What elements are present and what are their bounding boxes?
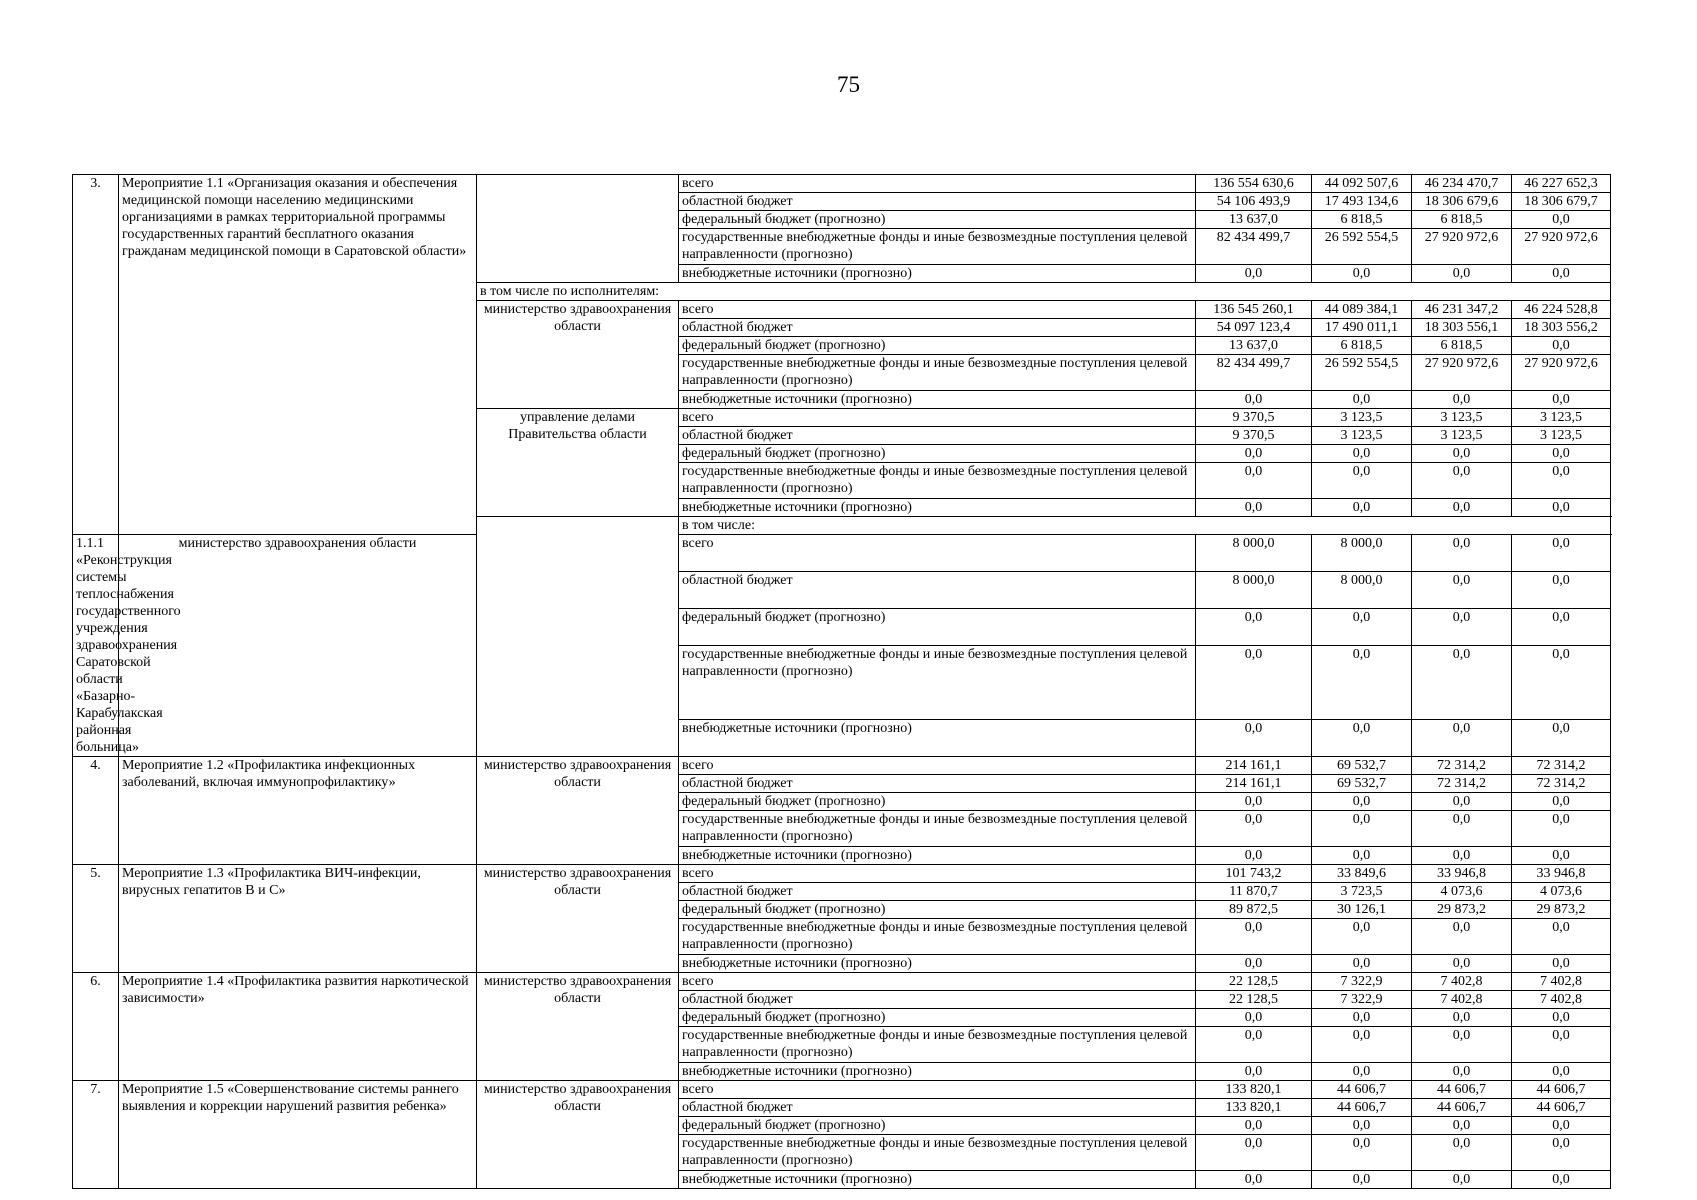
- source-label: внебюджетные источники (прогнозно): [679, 1171, 1196, 1189]
- value-cell: 7 402,8: [1412, 991, 1512, 1009]
- value-cell: 0,0: [1196, 499, 1312, 517]
- value-cell: 6 818,5: [1412, 211, 1512, 229]
- value-cell: 0,0: [1312, 847, 1412, 865]
- value-cell: 0,0: [1312, 391, 1412, 409]
- value-cell: 0,0: [1512, 1027, 1611, 1063]
- value-cell: 0,0: [1512, 793, 1611, 811]
- value-cell: 0,0: [1412, 1117, 1512, 1135]
- value-cell: 0,0: [1196, 463, 1312, 499]
- source-label: областной бюджет: [679, 193, 1196, 211]
- value-cell: 8 000,0: [1196, 535, 1312, 572]
- executor-name: министерство здравоохранения области: [477, 1081, 679, 1189]
- source-label: федеральный бюджет (прогнозно): [679, 1117, 1196, 1135]
- value-cell: 0,0: [1312, 1135, 1412, 1171]
- value-cell: 3 123,5: [1412, 427, 1512, 445]
- value-cell: 17 493 134,6: [1312, 193, 1412, 211]
- funding-table-body: [73, 175, 1611, 1189]
- executor-name: министерство здравоохранения области: [477, 865, 679, 973]
- source-label: областной бюджет: [679, 775, 1196, 793]
- value-cell: 0,0: [1196, 1171, 1312, 1189]
- value-cell: 0,0: [1512, 720, 1611, 757]
- value-cell: 0,0: [1196, 391, 1312, 409]
- value-cell: 27 920 972,6: [1412, 229, 1512, 265]
- value-cell: 69 532,7: [1312, 775, 1412, 793]
- value-cell: 0,0: [1312, 1009, 1412, 1027]
- value-cell: 0,0: [1512, 463, 1611, 499]
- value-cell: 0,0: [1312, 955, 1412, 973]
- source-label: внебюджетные источники (прогнозно): [679, 847, 1196, 865]
- source-label: всего: [679, 757, 1196, 775]
- value-cell: 0,0: [1412, 445, 1512, 463]
- value-cell: 0,0: [1512, 499, 1611, 517]
- value-cell: 214 161,1: [1196, 775, 1312, 793]
- value-cell: 7 322,9: [1312, 973, 1412, 991]
- value-cell: 0,0: [1412, 499, 1512, 517]
- value-cell: 82 434 499,7: [1196, 229, 1312, 265]
- source-label: внебюджетные источники (прогнозно): [679, 499, 1196, 517]
- value-cell: 27 920 972,6: [1512, 355, 1611, 391]
- value-cell: 3 123,5: [1512, 409, 1611, 427]
- source-label: внебюджетные источники (прогнозно): [679, 1063, 1196, 1081]
- source-label: государственные внебюджетные фонды и иные безвозмездные поступления целевой направленности (прогнозно): [679, 811, 1196, 847]
- source-label: областной бюджет: [679, 1099, 1196, 1117]
- executor-name: министерство здравоохранения области: [477, 757, 679, 865]
- value-cell: 0,0: [1412, 391, 1512, 409]
- source-label: федеральный бюджет (прогнозно): [679, 793, 1196, 811]
- value-cell: 0,0: [1412, 1135, 1512, 1171]
- value-cell: 0,0: [1312, 811, 1412, 847]
- value-cell: 0,0: [1312, 720, 1412, 757]
- value-cell: 33 849,6: [1312, 865, 1412, 883]
- value-cell: 0,0: [1312, 1171, 1412, 1189]
- value-cell: 0,0: [1196, 609, 1312, 646]
- value-cell: 44 606,7: [1512, 1099, 1611, 1117]
- value-cell: 0,0: [1512, 337, 1611, 355]
- value-cell: 44 606,7: [1412, 1081, 1512, 1099]
- value-cell: 44 092 507,6: [1312, 175, 1412, 193]
- source-label: всего: [679, 865, 1196, 883]
- source-label: всего: [679, 535, 1196, 572]
- value-cell: 26 592 554,5: [1312, 355, 1412, 391]
- value-cell: 33 946,8: [1412, 865, 1512, 883]
- value-cell: 3 123,5: [1512, 427, 1611, 445]
- value-cell: 8 000,0: [1196, 572, 1312, 609]
- value-cell: 0,0: [1196, 793, 1312, 811]
- value-cell: 13 637,0: [1196, 337, 1312, 355]
- value-cell: 0,0: [1412, 720, 1512, 757]
- item-number: 5.: [73, 865, 119, 973]
- value-cell: 0,0: [1412, 646, 1512, 720]
- value-cell: 44 606,7: [1312, 1081, 1412, 1099]
- source-label: всего: [679, 301, 1196, 319]
- source-label: государственные внебюджетные фонды и иные безвозмездные поступления целевой направленности (прогнозно): [679, 919, 1196, 955]
- value-cell: 0,0: [1412, 463, 1512, 499]
- value-cell: 0,0: [1512, 391, 1611, 409]
- value-cell: 44 089 384,1: [1312, 301, 1412, 319]
- source-label: государственные внебюджетные фонды и иные безвозмездные поступления целевой направленности (прогнозно): [679, 1027, 1196, 1063]
- table-row: [73, 973, 1611, 991]
- source-label: всего: [679, 973, 1196, 991]
- funding-table: [72, 174, 1611, 1189]
- table-row: [73, 865, 1611, 883]
- value-cell: 0,0: [1196, 1063, 1312, 1081]
- value-cell: 3 723,5: [1312, 883, 1412, 901]
- value-cell: 0,0: [1196, 919, 1312, 955]
- table-row: [73, 175, 1611, 193]
- value-cell: 0,0: [1196, 646, 1312, 720]
- value-cell: 0,0: [1412, 1009, 1512, 1027]
- value-cell: 0,0: [1312, 609, 1412, 646]
- value-cell: 0,0: [1412, 955, 1512, 973]
- value-cell: 0,0: [1312, 499, 1412, 517]
- value-cell: 22 128,5: [1196, 991, 1312, 1009]
- value-cell: 0,0: [1196, 1009, 1312, 1027]
- source-label: федеральный бюджет (прогнозно): [679, 1009, 1196, 1027]
- value-cell: 0,0: [1512, 265, 1611, 283]
- item-title: Мероприятие 1.2 «Профилактика инфекционных заболеваний, включая иммунопрофилактику»: [119, 757, 477, 865]
- item-title: Мероприятие 1.4 «Профилактика развития наркотической зависимости»: [119, 973, 477, 1081]
- value-cell: 0,0: [1412, 1171, 1512, 1189]
- value-cell: 72 314,2: [1512, 775, 1611, 793]
- value-cell: 136 554 630,6: [1196, 175, 1312, 193]
- item-number-empty: [477, 517, 679, 757]
- value-cell: 11 870,7: [1196, 883, 1312, 901]
- value-cell: 0,0: [1512, 811, 1611, 847]
- value-cell: 0,0: [1312, 1063, 1412, 1081]
- table-row: [73, 535, 1611, 572]
- value-cell: 27 920 972,6: [1412, 355, 1512, 391]
- value-cell: 0,0: [1196, 265, 1312, 283]
- value-cell: 82 434 499,7: [1196, 355, 1312, 391]
- value-cell: 0,0: [1512, 535, 1611, 572]
- value-cell: 8 000,0: [1312, 535, 1412, 572]
- value-cell: 0,0: [1512, 1009, 1611, 1027]
- source-label: государственные внебюджетные фонды и иные безвозмездные поступления целевой направленности (прогнозно): [679, 646, 1196, 720]
- source-label: государственные внебюджетные фонды и иные безвозмездные поступления целевой направленности (прогнозно): [679, 463, 1196, 499]
- value-cell: 0,0: [1512, 1135, 1611, 1171]
- executor-name: министерство здравоохранения области: [119, 535, 477, 757]
- value-cell: 0,0: [1412, 265, 1512, 283]
- value-cell: 0,0: [1196, 847, 1312, 865]
- value-cell: 46 227 652,3: [1512, 175, 1611, 193]
- source-label: всего: [679, 175, 1196, 193]
- subitem-title: 1.1.1 «Реконструкция системы теплоснабжения государственного учреждения здравоохранения Саратовской области «Базарно-Карабулакская районная больница»: [73, 535, 119, 757]
- value-cell: 0,0: [1412, 609, 1512, 646]
- value-cell: 18 303 556,2: [1512, 319, 1611, 337]
- section-note: в том числе по исполнителям:: [477, 283, 1611, 301]
- value-cell: 0,0: [1512, 445, 1611, 463]
- value-cell: 6 818,5: [1312, 337, 1412, 355]
- item-title: Мероприятие 1.1 «Организация оказания и обеспечения медицинской помощи населению медицинскими организациями в рамках территориальной программы государственных гарантий бесплатного оказания гражданам медицинской помощи в Саратовской области»: [119, 175, 477, 535]
- value-cell: 0,0: [1312, 1117, 1412, 1135]
- value-cell: 30 126,1: [1312, 901, 1412, 919]
- value-cell: 0,0: [1196, 720, 1312, 757]
- value-cell: 0,0: [1512, 1063, 1611, 1081]
- value-cell: 6 818,5: [1312, 211, 1412, 229]
- value-cell: 133 820,1: [1196, 1081, 1312, 1099]
- source-label: областной бюджет: [679, 883, 1196, 901]
- value-cell: 0,0: [1412, 919, 1512, 955]
- value-cell: 46 231 347,2: [1412, 301, 1512, 319]
- item-number: 7.: [73, 1081, 119, 1189]
- value-cell: 0,0: [1312, 265, 1412, 283]
- value-cell: 7 322,9: [1312, 991, 1412, 1009]
- source-label: всего: [679, 1081, 1196, 1099]
- value-cell: 0,0: [1512, 955, 1611, 973]
- source-label: федеральный бюджет (прогнозно): [679, 211, 1196, 229]
- value-cell: 0,0: [1412, 1027, 1512, 1063]
- value-cell: 3 123,5: [1312, 427, 1412, 445]
- item-number: 4.: [73, 757, 119, 865]
- source-label: государственные внебюджетные фонды и иные безвозмездные поступления целевой направленности (прогнозно): [679, 1135, 1196, 1171]
- source-label: областной бюджет: [679, 427, 1196, 445]
- value-cell: 0,0: [1512, 572, 1611, 609]
- value-cell: 69 532,7: [1312, 757, 1412, 775]
- value-cell: 44 606,7: [1512, 1081, 1611, 1099]
- value-cell: 0,0: [1512, 919, 1611, 955]
- value-cell: 29 873,2: [1512, 901, 1611, 919]
- value-cell: 46 234 470,7: [1412, 175, 1512, 193]
- value-cell: 136 545 260,1: [1196, 301, 1312, 319]
- source-label: федеральный бюджет (прогнозно): [679, 337, 1196, 355]
- table-row: [73, 1081, 1611, 1099]
- source-label: федеральный бюджет (прогнозно): [679, 445, 1196, 463]
- value-cell: 0,0: [1512, 1117, 1611, 1135]
- value-cell: 0,0: [1196, 1135, 1312, 1171]
- source-label: федеральный бюджет (прогнозно): [679, 609, 1196, 646]
- value-cell: 214 161,1: [1196, 757, 1312, 775]
- value-cell: 54 097 123,4: [1196, 319, 1312, 337]
- source-label: всего: [679, 409, 1196, 427]
- value-cell: 0,0: [1312, 1027, 1412, 1063]
- item-title: Мероприятие 1.5 «Совершенствование системы раннего выявления и коррекции нарушений развития ребенка»: [119, 1081, 477, 1189]
- executor-name: [477, 175, 679, 283]
- value-cell: 0,0: [1412, 793, 1512, 811]
- value-cell: 3 123,5: [1312, 409, 1412, 427]
- value-cell: 0,0: [1196, 811, 1312, 847]
- executor-name: министерство здравоохранения области: [477, 301, 679, 409]
- item-number: 6.: [73, 973, 119, 1081]
- value-cell: 0,0: [1312, 646, 1412, 720]
- value-cell: 0,0: [1312, 919, 1412, 955]
- value-cell: 26 592 554,5: [1312, 229, 1412, 265]
- source-label: внебюджетные источники (прогнозно): [679, 955, 1196, 973]
- value-cell: 0,0: [1312, 445, 1412, 463]
- value-cell: 9 370,5: [1196, 427, 1312, 445]
- source-label: государственные внебюджетные фонды и иные безвозмездные поступления целевой направленности (прогнозно): [679, 229, 1196, 265]
- source-label: федеральный бюджет (прогнозно): [679, 901, 1196, 919]
- value-cell: 8 000,0: [1312, 572, 1412, 609]
- source-label: областной бюджет: [679, 572, 1196, 609]
- item-number: 3.: [73, 175, 119, 535]
- value-cell: 18 303 556,1: [1412, 319, 1512, 337]
- value-cell: 0,0: [1512, 609, 1611, 646]
- value-cell: 22 128,5: [1196, 973, 1312, 991]
- value-cell: 18 306 679,6: [1412, 193, 1512, 211]
- value-cell: 0,0: [1312, 463, 1412, 499]
- source-label: государственные внебюджетные фонды и иные безвозмездные поступления целевой направленности (прогнозно): [679, 355, 1196, 391]
- value-cell: 6 818,5: [1412, 337, 1512, 355]
- value-cell: 133 820,1: [1196, 1099, 1312, 1117]
- value-cell: 44 606,7: [1412, 1099, 1512, 1117]
- executor-name: управление делами Правительства области: [477, 409, 679, 517]
- value-cell: 0,0: [1412, 811, 1512, 847]
- value-cell: 27 920 972,6: [1512, 229, 1611, 265]
- table-row: [73, 757, 1611, 775]
- value-cell: 72 314,2: [1412, 757, 1512, 775]
- value-cell: 72 314,2: [1412, 775, 1512, 793]
- value-cell: 4 073,6: [1512, 883, 1611, 901]
- value-cell: 0,0: [1512, 211, 1611, 229]
- source-label: областной бюджет: [679, 319, 1196, 337]
- value-cell: 0,0: [1512, 847, 1611, 865]
- value-cell: 0,0: [1412, 847, 1512, 865]
- executor-name: министерство здравоохранения области: [477, 973, 679, 1081]
- value-cell: 7 402,8: [1512, 973, 1611, 991]
- source-label: областной бюджет: [679, 991, 1196, 1009]
- value-cell: 0,0: [1512, 646, 1611, 720]
- source-label: внебюджетные источники (прогнозно): [679, 265, 1196, 283]
- value-cell: 46 224 528,8: [1512, 301, 1611, 319]
- value-cell: 101 743,2: [1196, 865, 1312, 883]
- value-cell: 72 314,2: [1512, 757, 1611, 775]
- value-cell: 0,0: [1512, 1171, 1611, 1189]
- page-number: 75: [837, 72, 860, 97]
- value-cell: 33 946,8: [1512, 865, 1611, 883]
- value-cell: 89 872,5: [1196, 901, 1312, 919]
- value-cell: 13 637,0: [1196, 211, 1312, 229]
- value-cell: 4 073,6: [1412, 883, 1512, 901]
- value-cell: 9 370,5: [1196, 409, 1312, 427]
- value-cell: 0,0: [1312, 793, 1412, 811]
- value-cell: 7 402,8: [1512, 991, 1611, 1009]
- value-cell: 3 123,5: [1412, 409, 1512, 427]
- value-cell: 29 873,2: [1412, 901, 1512, 919]
- value-cell: 0,0: [1196, 955, 1312, 973]
- value-cell: 0,0: [1412, 535, 1512, 572]
- value-cell: 0,0: [1196, 1027, 1312, 1063]
- value-cell: 7 402,8: [1412, 973, 1512, 991]
- item-title: Мероприятие 1.3 «Профилактика ВИЧ-инфекции, вирусных гепатитов В и С»: [119, 865, 477, 973]
- source-label: внебюджетные источники (прогнозно): [679, 720, 1196, 757]
- value-cell: 0,0: [1412, 572, 1512, 609]
- section-note: в том числе:: [679, 517, 1611, 535]
- source-label: внебюджетные источники (прогнозно): [679, 391, 1196, 409]
- value-cell: 54 106 493,9: [1196, 193, 1312, 211]
- value-cell: 0,0: [1196, 1117, 1312, 1135]
- value-cell: 18 306 679,7: [1512, 193, 1611, 211]
- value-cell: 0,0: [1412, 1063, 1512, 1081]
- value-cell: 17 490 011,1: [1312, 319, 1412, 337]
- value-cell: 0,0: [1196, 445, 1312, 463]
- value-cell: 44 606,7: [1312, 1099, 1412, 1117]
